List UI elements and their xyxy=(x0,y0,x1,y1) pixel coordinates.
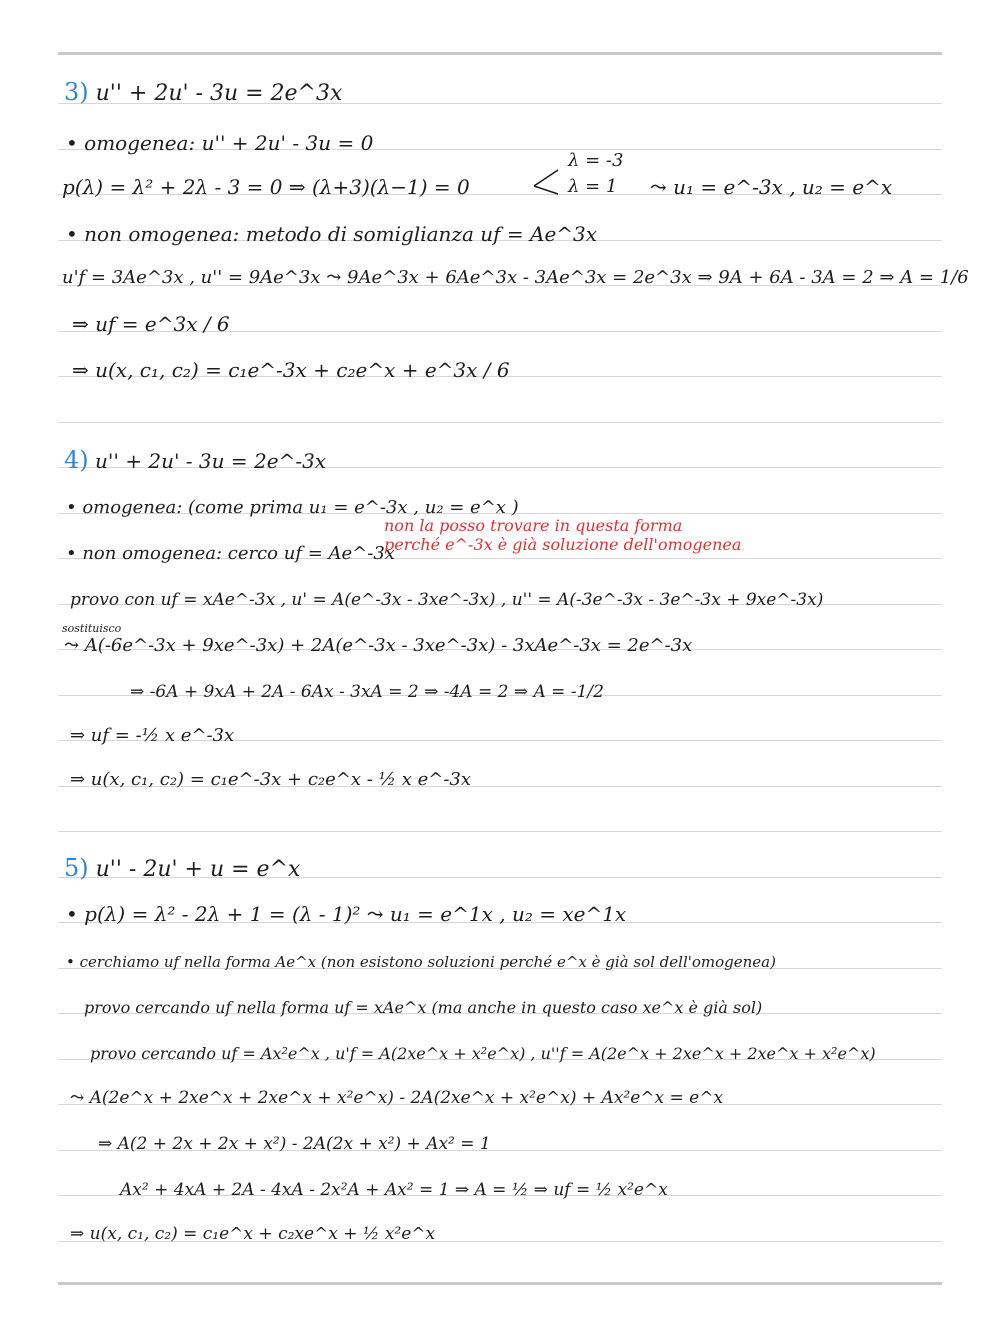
homogeneous-line: • omogenea: (come prima u₁ = e^-3x , u₂ = e^x ) xyxy=(66,497,519,518)
simplify-line: Ax² + 4xA + 2A - 4xA - 2x²A + Ax² = 1 ⇒ A = ½ ⇒ uf = ½ x²e^x xyxy=(120,1180,668,1200)
branch-mark xyxy=(532,164,562,198)
substitute-label: sostituisco xyxy=(62,622,122,635)
margin-note-line-2: perché e^-3x è già soluzione dell'omogenea xyxy=(384,535,742,554)
ruled-line xyxy=(58,831,942,832)
char-poly-line: p(λ) = λ² + 2λ - 3 = 0 ⇒ (λ+3)(λ−1) = 0 xyxy=(62,175,470,199)
try-form-1: • cerchiamo uf nella forma Ae^x (non esistono soluzioni perché e^x è già sol dell'omogenea) xyxy=(66,953,776,971)
particular-solution: ⇒ uf = -½ x e^-3x xyxy=(70,725,235,746)
exercise-number: 4) xyxy=(64,446,89,474)
root-2: λ = 1 xyxy=(568,176,618,197)
ruled-line xyxy=(58,422,942,423)
try-line: provo con uf = xAe^-3x , u' = A(e^-3x - 3xe^-3x) , u'' = A(-3e^-3x - 3e^-3x + 9xe^-3x) xyxy=(70,590,824,610)
top-border xyxy=(58,52,942,55)
particular-solution: ⇒ uf = e^3x / 6 xyxy=(72,312,230,336)
divided-line: ⇒ A(2 + 2x + 2x + x²) - 2A(2x + x²) + Ax² = 1 xyxy=(98,1134,491,1154)
homogeneous-line: • omogenea: u'' + 2u' - 3u = 0 xyxy=(66,131,374,155)
char-poly-line: • p(λ) = λ² - 2λ + 1 = (λ - 1)² ⤳ u₁ = e^1x , u₂ = xe^1x xyxy=(66,902,627,926)
exercise-4-header xyxy=(64,448,326,473)
general-solution: ⇒ u(x, c₁, c₂) = c₁e^-3x + c₂e^x - ½ x e^-3x xyxy=(70,769,472,790)
exercise-number: 3) xyxy=(64,78,89,106)
derivatives-line: u'f = 3Ae^3x , u'' = 9Ae^3x ⤳ 9Ae^3x + 6Ae^3x - 3Ae^3x = 2e^3x ⇒ 9A + 6A - 3A = 2 ⇒ A = 1/6 xyxy=(62,267,969,288)
bottom-border xyxy=(58,1282,942,1285)
substitution-line: ⤳ A(2e^x + 2xe^x + 2xe^x + x²e^x) - 2A(2xe^x + x²e^x) + Ax²e^x = e^x xyxy=(70,1088,724,1108)
exercise-equation: u'' - 2u' + u = e^x xyxy=(95,857,301,882)
substitution-line: ⤳ A(-6e^-3x + 9xe^-3x) + 2A(e^-3x - 3xe^-3x) - 3xAe^-3x = 2e^-3x xyxy=(64,635,693,656)
non-homogeneous-line: • non omogenea: cerco uf = Ae^-3x xyxy=(66,543,395,564)
homogeneous-solutions: ⤳ u₁ = e^-3x , u₂ = e^x xyxy=(650,175,893,199)
exercise-number: 5) xyxy=(64,854,89,882)
root-1: λ = -3 xyxy=(568,150,624,171)
margin-note-line-1: non la posso trovare in questa forma xyxy=(384,516,683,535)
try-form-2: provo cercando uf nella forma uf = xAe^x (ma anche in questo caso xe^x è già sol) xyxy=(84,998,763,1017)
exercise-3-header xyxy=(64,80,342,106)
exercise-equation: u'' + 2u' - 3u = 2e^-3x xyxy=(95,449,327,473)
exercise-equation: u'' + 2u' - 3u = 2e^3x xyxy=(95,81,343,106)
general-solution: ⇒ u(x, c₁, c₂) = c₁e^-3x + c₂e^x + e^3x / 6 xyxy=(72,358,510,382)
try-form-3: provo cercando uf = Ax²e^x , u'f = A(2xe^x + x²e^x) , u''f = A(2e^x + 2xe^x + 2xe^x + x²e^x) xyxy=(90,1044,876,1063)
exercise-5-header xyxy=(64,856,300,882)
simplify-line: ⇒ -6A + 9xA + 2A - 6Ax - 3xA = 2 ⇒ -4A = 2 ⇒ A = -1/2 xyxy=(130,682,604,702)
non-homogeneous-line: • non omogenea: metodo di somiglianza uf = Ae^3x xyxy=(66,222,598,246)
general-solution: ⇒ u(x, c₁, c₂) = c₁e^x + c₂xe^x + ½ x²e^x xyxy=(70,1224,436,1244)
